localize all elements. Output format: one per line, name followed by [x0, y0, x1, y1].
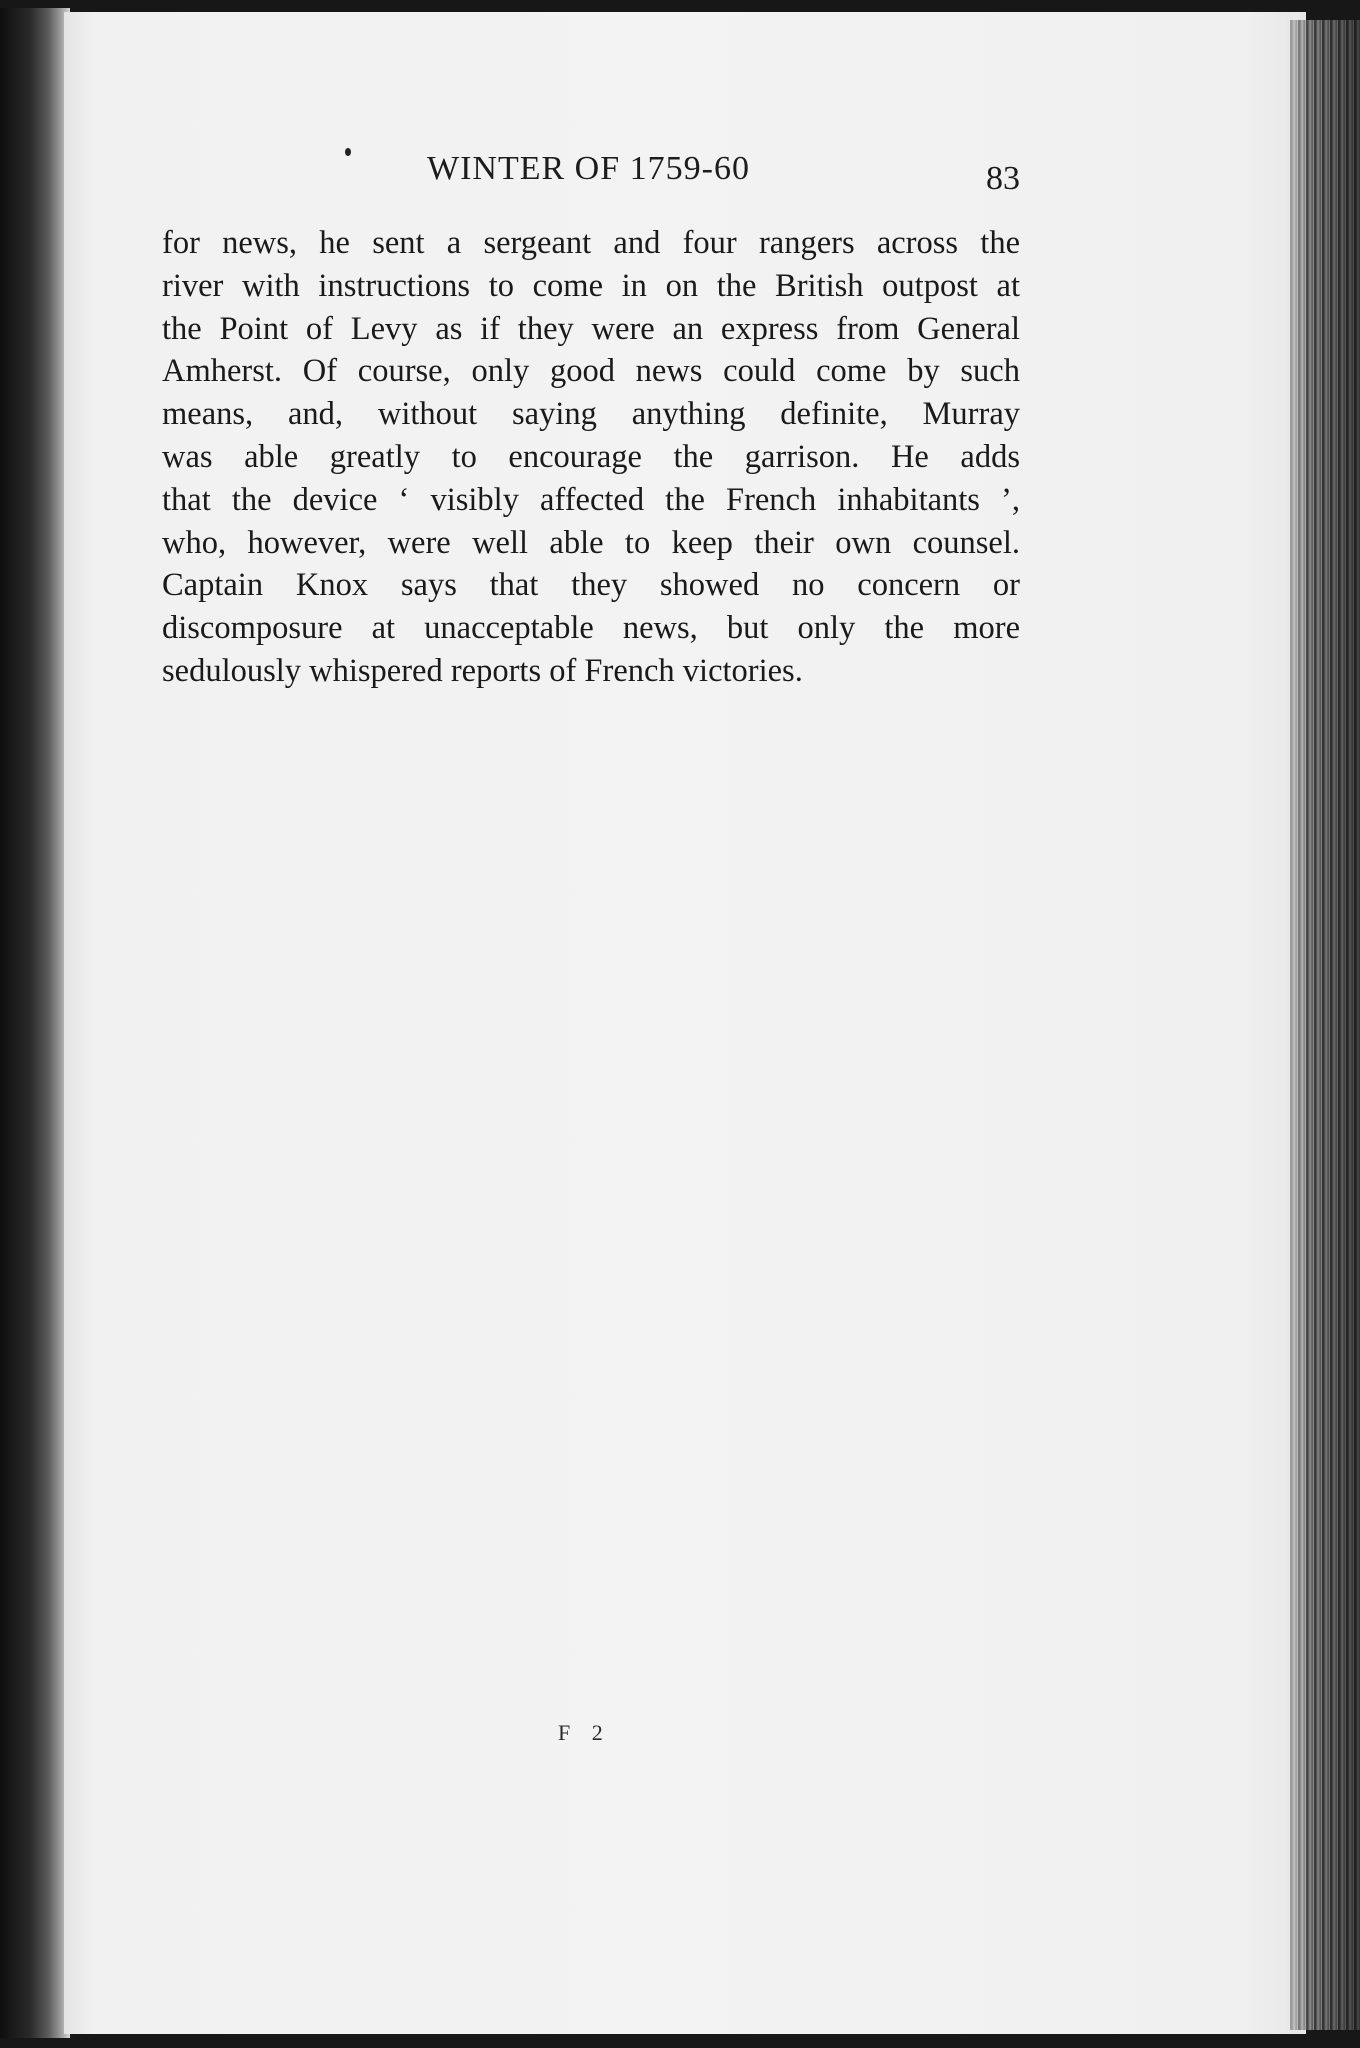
- previous-leaf-edge: [0, 8, 70, 2038]
- text-line: who, however, were well able to keep their own counsel.: [162, 524, 1020, 561]
- ink-spot: [345, 148, 351, 156]
- text-line: was able greatly to encourage the garrison. He adds: [162, 438, 1020, 475]
- text-line: Amherst. Of course, only good news could come by such: [162, 353, 1020, 390]
- text-line: the Point of Levy as if they were an express from General: [162, 310, 1020, 347]
- text-line: discomposure at unacceptable news, but only the more: [162, 610, 1020, 647]
- text-line: river with instructions to come in on the British outpost at: [162, 267, 1020, 304]
- text-line: sedulously whispered reports of French victories.: [162, 652, 803, 689]
- text-line: that the device ‘ visibly affected the French inhabitants ’,: [162, 481, 1020, 518]
- text-line: Captain Knox says that they showed no concern or: [162, 567, 1020, 604]
- text-line: means, and, without saying anything definite, Murray: [162, 396, 1020, 433]
- signature-mark: F 2: [558, 1720, 611, 1745]
- text-line: for news, he sent a sergeant and four rangers across the: [162, 225, 1020, 261]
- running-head: WINTER OF 1759-60: [427, 150, 750, 187]
- page-edges: [1290, 20, 1360, 2030]
- body-text: [162, 222, 1020, 693]
- page-number: 83: [986, 160, 1020, 197]
